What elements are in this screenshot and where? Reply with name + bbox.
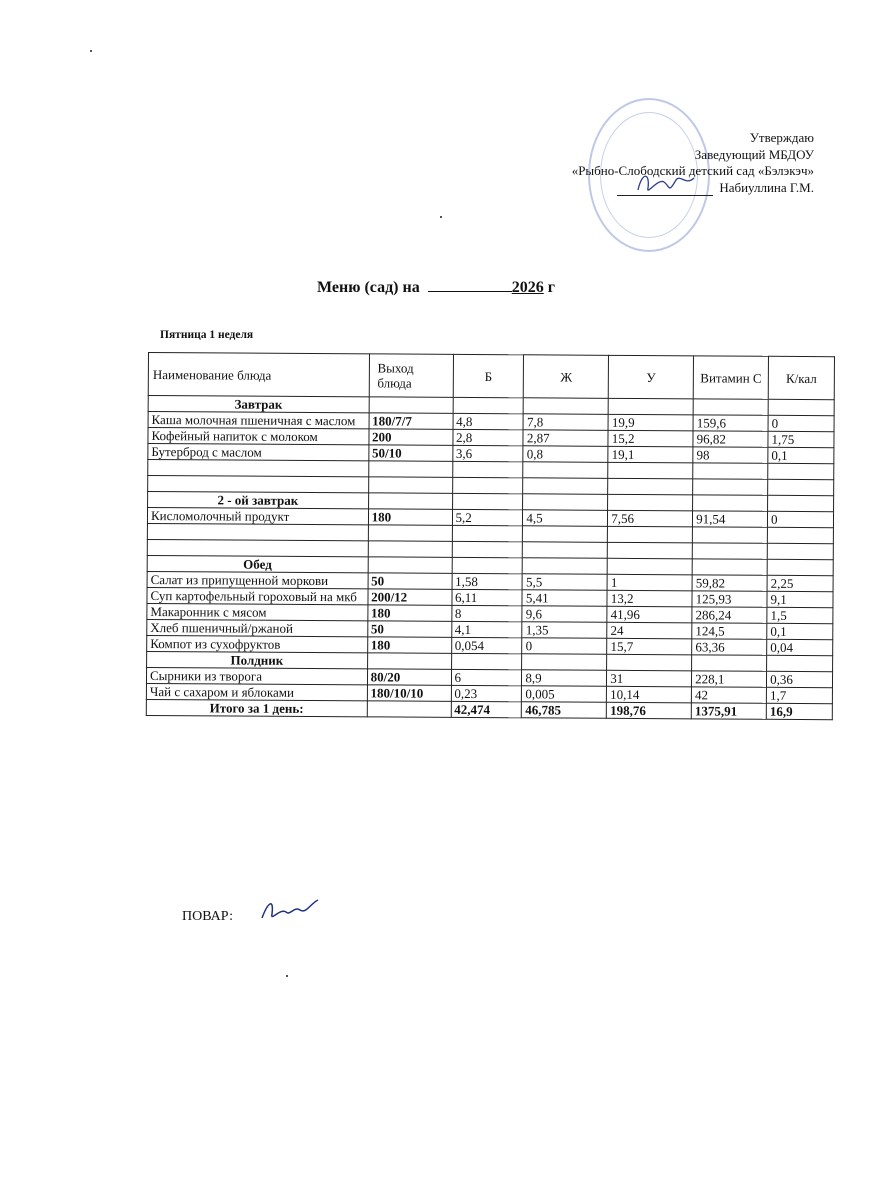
dish-zh: 1,35 xyxy=(522,622,607,639)
dish-b: 6 xyxy=(451,669,522,685)
section-lunch: Обед xyxy=(147,555,368,572)
dish-vitamin: 42 xyxy=(692,687,767,703)
dish-kcal: 9,1 xyxy=(767,591,833,607)
dish-kcal: 0 xyxy=(768,415,834,431)
menu-table xyxy=(146,352,835,720)
dish-name: Суп картофельный гороховый на мкб xyxy=(147,587,368,604)
scan-speck xyxy=(440,216,442,218)
dish-output: 50 xyxy=(367,621,451,638)
dish-zh: 8,9 xyxy=(522,670,607,687)
dish-u: 13,2 xyxy=(607,590,692,607)
dish-zh: 5,41 xyxy=(522,590,607,607)
dish-u: 19,9 xyxy=(608,414,693,431)
total-row xyxy=(146,699,832,719)
total-u: 198,76 xyxy=(607,702,692,719)
day-label: Пятница 1 неделя xyxy=(160,329,254,341)
dish-u: 24 xyxy=(607,622,692,639)
col-header-vitamin: Витамин С xyxy=(693,356,768,399)
dish-zh: 5,5 xyxy=(522,574,607,591)
dish-vitamin: 124,5 xyxy=(692,623,767,639)
section-snack: Полдник xyxy=(147,651,368,668)
scan-speck xyxy=(90,50,92,52)
cook-label: ПОВАР: xyxy=(182,909,233,924)
approval-sign-line xyxy=(617,180,814,197)
dish-name: Чай с сахаром и яблоками xyxy=(146,683,367,700)
total-label: Итого за 1 день: xyxy=(146,699,367,716)
scan-speck xyxy=(286,975,288,977)
section-breakfast: Завтрак xyxy=(148,396,369,413)
dish-vitamin: 98 xyxy=(693,447,768,463)
dish-output: 200 xyxy=(369,429,453,446)
total-b: 42,474 xyxy=(451,701,522,717)
dish-u: 7,56 xyxy=(608,510,693,527)
dish-vitamin: 228,1 xyxy=(692,671,767,687)
dish-name: Бутерброд с маслом xyxy=(148,444,369,461)
dish-kcal: 0,04 xyxy=(767,639,833,655)
dish-kcal: 0,1 xyxy=(768,447,834,463)
col-header-name: Наименование блюда xyxy=(148,353,369,397)
dish-name: Хлеб пшеничный/ржаной xyxy=(147,619,368,636)
dish-output: 50 xyxy=(368,573,452,590)
dish-vitamin: 96,82 xyxy=(693,431,768,447)
dish-b: 0,054 xyxy=(451,637,522,653)
date-blank xyxy=(428,279,512,292)
dish-kcal: 2,25 xyxy=(767,575,833,591)
section-breakfast2: 2 - ой завтрак xyxy=(148,492,369,509)
dish-name: Кисломолочный продукт xyxy=(147,508,368,525)
dish-u: 1 xyxy=(607,574,692,591)
dish-u: 31 xyxy=(607,670,692,687)
dish-vitamin: 159,6 xyxy=(693,415,768,431)
approval-block xyxy=(572,130,814,196)
dish-vitamin: 125,93 xyxy=(692,591,767,607)
dish-b: 3,6 xyxy=(452,445,523,461)
dish-u: 10,14 xyxy=(607,686,692,703)
approval-position: Заведующий МБДОУ xyxy=(694,146,814,162)
dish-output: 180 xyxy=(367,605,451,622)
dish-output: 80/20 xyxy=(367,669,451,686)
dish-zh: 0,8 xyxy=(523,446,608,463)
total-kcal: 16,9 xyxy=(766,703,832,719)
header-row xyxy=(148,353,834,400)
col-header-zh: Ж xyxy=(524,355,609,399)
col-header-b: Б xyxy=(453,354,524,397)
col-header-output: Выход блюда xyxy=(369,354,453,398)
dish-zh: 0 xyxy=(522,638,607,655)
dish-b: 0,23 xyxy=(451,685,522,701)
cook-signature xyxy=(258,896,322,924)
page-title xyxy=(0,279,872,297)
approval-heading: Утверждаю xyxy=(749,130,814,145)
dish-name: Кофейный напиток с молоком xyxy=(148,428,369,445)
dish-b: 1,58 xyxy=(452,573,523,589)
dish-vitamin: 286,24 xyxy=(692,607,767,623)
dish-output: 180/10/10 xyxy=(367,685,451,702)
dish-name: Каша молочная пшеничная с маслом xyxy=(148,412,369,429)
dish-zh: 9,6 xyxy=(522,606,607,623)
dish-zh: 2,87 xyxy=(523,430,608,447)
dish-b: 5,2 xyxy=(452,509,523,525)
dish-kcal: 1,5 xyxy=(767,607,833,623)
dish-kcal: 1,7 xyxy=(766,687,832,703)
title-prefix: Меню (сад) на xyxy=(317,279,420,296)
dish-b: 8 xyxy=(451,605,522,621)
dish-name: Макаронник с мясом xyxy=(147,603,368,620)
dish-zh: 0,005 xyxy=(522,686,607,703)
dish-output: 180 xyxy=(368,509,452,526)
title-year: 2026 xyxy=(511,279,544,296)
dish-name: Сырники из творога xyxy=(146,667,367,684)
dish-output: 200/12 xyxy=(368,589,452,606)
dish-vitamin: 63,36 xyxy=(692,639,767,655)
approval-organization: «Рыбно-Слободский детский сад «Бэлэкэч» xyxy=(571,163,814,178)
title-suffix: г xyxy=(547,279,555,296)
col-header-kcal: К/кал xyxy=(768,356,834,399)
dish-name: Компот из сухофруктов xyxy=(147,635,368,652)
dish-b: 2,8 xyxy=(452,429,523,445)
dish-b: 4,1 xyxy=(451,621,522,637)
dish-u: 41,96 xyxy=(607,606,692,623)
dish-output: 180 xyxy=(367,637,451,654)
dish-u: 15,2 xyxy=(608,430,693,447)
dish-output: 50/10 xyxy=(368,445,452,462)
total-vitamin: 1375,91 xyxy=(691,703,766,719)
dish-kcal: 0,36 xyxy=(767,671,833,687)
dish-zh: 7,8 xyxy=(523,414,608,431)
dish-kcal: 0,1 xyxy=(767,623,833,639)
dish-zh: 4,5 xyxy=(523,510,608,527)
signature-blank xyxy=(617,185,713,196)
approval-signer: Набиуллина Г.М. xyxy=(719,179,814,195)
dish-output: 180/7/7 xyxy=(369,413,453,430)
dish-name: Салат из припущенной моркови xyxy=(147,571,368,588)
dish-kcal: 0 xyxy=(768,511,834,527)
total-zh: 46,785 xyxy=(522,702,607,719)
dish-u: 15,7 xyxy=(607,638,692,655)
dish-b: 4,8 xyxy=(453,413,524,429)
dish-kcal: 1,75 xyxy=(768,431,834,447)
dish-b: 6,11 xyxy=(451,589,522,605)
dish-vitamin: 59,82 xyxy=(692,575,767,591)
dish-vitamin: 91,54 xyxy=(693,511,768,527)
dish-u: 19,1 xyxy=(608,446,693,463)
col-header-u: У xyxy=(609,355,694,399)
